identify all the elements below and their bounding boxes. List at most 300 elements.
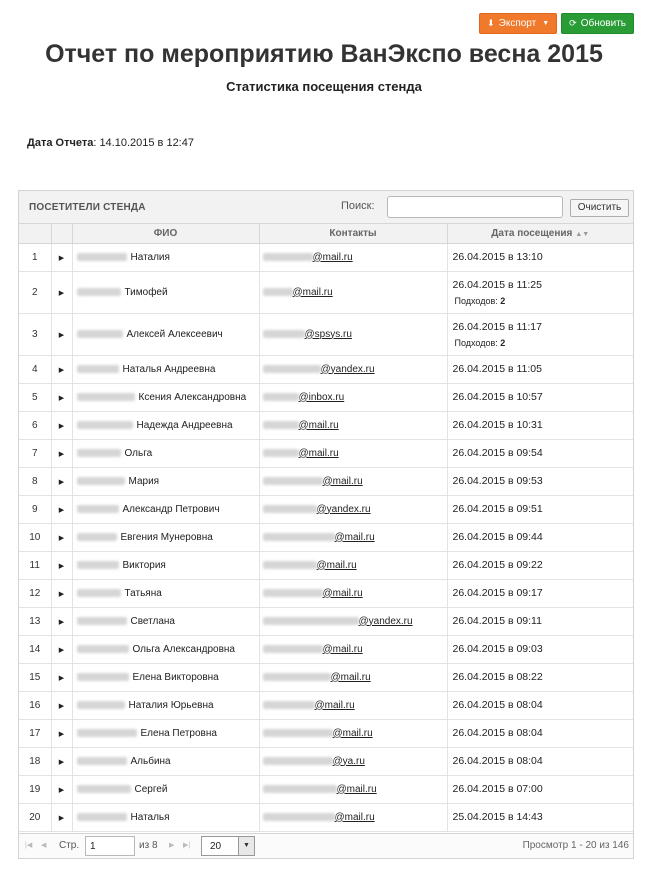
blurred-surname <box>77 421 133 429</box>
email-domain: @mail.ru <box>322 643 363 655</box>
email-link[interactable] <box>263 588 363 599</box>
blurred-email-user <box>263 365 321 373</box>
row-number: 11 <box>19 551 51 579</box>
search-input[interactable] <box>387 196 563 218</box>
visit-date-cell <box>447 495 633 523</box>
page-size-value: 20 <box>210 841 222 852</box>
visit-date-cell <box>447 803 633 831</box>
email-domain: @yandex.ru <box>316 503 371 515</box>
visit-date-cell <box>447 523 633 551</box>
contact-cell <box>259 635 447 663</box>
blurred-surname <box>77 645 129 653</box>
blurred-surname <box>77 757 127 765</box>
email-link[interactable] <box>263 756 365 767</box>
visitor-name-cell <box>72 271 259 313</box>
table-row[interactable] <box>19 523 633 551</box>
blurred-email-user <box>263 729 333 737</box>
visit-date-cell <box>447 579 633 607</box>
visit-date: 26.04.2015 в 11:17 <box>452 320 542 333</box>
header-fio[interactable]: ФИО <box>72 224 259 243</box>
blurred-email-user <box>263 701 315 709</box>
page-count: из 8 <box>139 840 158 851</box>
email-link[interactable] <box>263 728 373 739</box>
visitor-name: Сергей <box>134 783 168 795</box>
email-link[interactable] <box>263 420 339 431</box>
export-label: Экспорт <box>498 18 537 29</box>
blurred-email-user <box>263 330 305 338</box>
visit-date-cell <box>447 775 633 803</box>
visit-date-cell <box>447 551 633 579</box>
email-domain: @spsys.ru <box>304 328 352 340</box>
caret-down-icon: ▼ <box>542 20 550 27</box>
triangle-right-icon: ▶ <box>58 618 65 626</box>
row-number: 6 <box>19 411 51 439</box>
contact-cell <box>259 271 447 313</box>
visitor-name: Альбина <box>130 755 171 767</box>
blurred-surname <box>77 729 137 737</box>
expand-toggle[interactable] <box>51 411 72 439</box>
table-row[interactable] <box>19 551 633 579</box>
table-row[interactable] <box>19 663 633 691</box>
table-row[interactable] <box>19 607 633 635</box>
row-number: 4 <box>19 355 51 383</box>
email-link[interactable] <box>263 532 375 543</box>
contact-cell <box>259 803 447 831</box>
visit-date: 26.04.2015 в 13:10 <box>452 251 543 263</box>
visit-date: 26.04.2015 в 08:04 <box>452 699 543 711</box>
blurred-email-user <box>263 645 323 653</box>
row-number: 10 <box>19 523 51 551</box>
expand-toggle[interactable] <box>51 243 72 271</box>
blurred-email-user <box>263 477 323 485</box>
visitor-name-cell <box>72 439 259 467</box>
row-number: 14 <box>19 635 51 663</box>
visitor-name-cell <box>72 551 259 579</box>
toolbar <box>479 13 634 34</box>
visit-date: 26.04.2015 в 09:03 <box>452 643 543 655</box>
email-domain: @mail.ru <box>298 447 339 459</box>
expand-toggle[interactable] <box>51 523 72 551</box>
blurred-email-user <box>263 288 293 296</box>
row-number: 13 <box>19 607 51 635</box>
triangle-right-icon: ▶ <box>58 730 65 738</box>
triangle-right-icon: ▶ <box>58 506 65 514</box>
email-domain: @yandex.ru <box>320 363 375 375</box>
visitor-name-cell <box>72 495 259 523</box>
table-row[interactable] <box>19 411 633 439</box>
triangle-right-icon: ▶ <box>58 786 65 794</box>
expand-toggle[interactable] <box>51 803 72 831</box>
expand-toggle[interactable] <box>51 383 72 411</box>
visitor-name: Тимофей <box>124 286 168 298</box>
blurred-email-user <box>263 589 323 597</box>
header-contacts[interactable]: Контакты <box>259 224 447 243</box>
triangle-right-icon: ▶ <box>58 450 65 458</box>
blurred-surname <box>77 449 121 457</box>
contact-cell <box>259 579 447 607</box>
page-title: Отчет по мероприятию ВанЭкспо весна 2015 <box>45 40 603 68</box>
row-number: 19 <box>19 775 51 803</box>
contact-cell <box>259 313 447 355</box>
email-domain: @mail.ru <box>292 286 333 298</box>
visit-date-cell <box>447 439 633 467</box>
email-link[interactable] <box>263 616 413 627</box>
blurred-email-user <box>263 785 337 793</box>
contact-cell <box>259 719 447 747</box>
email-link[interactable] <box>263 672 371 683</box>
visit-date: 26.04.2015 в 09:51 <box>452 503 543 515</box>
blurred-surname <box>77 533 117 541</box>
expand-toggle[interactable] <box>51 271 72 313</box>
pager <box>19 833 633 858</box>
visitor-name-cell <box>72 719 259 747</box>
visit-date: 26.04.2015 в 09:54 <box>452 447 543 459</box>
table-row[interactable] <box>19 495 633 523</box>
visit-date-cell <box>447 467 633 495</box>
visitor-name-cell <box>72 803 259 831</box>
email-link[interactable] <box>263 252 353 263</box>
email-link[interactable] <box>263 700 355 711</box>
visitor-name-cell <box>72 383 259 411</box>
triangle-right-icon: ▶ <box>58 394 65 402</box>
contact-cell <box>259 467 447 495</box>
triangle-right-icon: ▶ <box>58 422 65 430</box>
table-row[interactable] <box>19 747 633 775</box>
contact-cell <box>259 495 447 523</box>
contact-cell <box>259 523 447 551</box>
export-button[interactable] <box>479 13 557 34</box>
blurred-surname <box>77 785 131 793</box>
blurred-surname <box>77 477 125 485</box>
table-row[interactable] <box>19 313 633 355</box>
blurred-surname <box>77 589 121 597</box>
row-number: 5 <box>19 383 51 411</box>
visit-date-cell <box>447 719 633 747</box>
visitor-name: Наталья <box>130 811 170 823</box>
next-page-icon[interactable]: ▶ <box>169 842 175 849</box>
expand-toggle[interactable] <box>51 719 72 747</box>
triangle-right-icon: ▶ <box>58 702 65 710</box>
visitor-name-cell <box>72 355 259 383</box>
visitors-grid <box>18 190 634 859</box>
email-domain: @mail.ru <box>330 671 371 683</box>
visitor-name: Надежда Андреевна <box>136 419 233 431</box>
contact-cell <box>259 411 447 439</box>
visitor-name-cell <box>72 635 259 663</box>
email-link[interactable] <box>263 287 333 298</box>
contact-cell <box>259 775 447 803</box>
email-link[interactable] <box>263 392 345 403</box>
first-page-icon[interactable]: |◀ <box>25 842 33 849</box>
visitor-name-cell <box>72 313 259 355</box>
prev-page-icon[interactable]: ◀ <box>41 842 47 849</box>
table-row[interactable] <box>19 691 633 719</box>
contact-cell <box>259 691 447 719</box>
blurred-email-user <box>263 813 335 821</box>
visitor-name-cell <box>72 775 259 803</box>
visit-date-cell <box>447 663 633 691</box>
table-row[interactable] <box>19 467 633 495</box>
row-number: 8 <box>19 467 51 495</box>
email-link[interactable] <box>263 476 363 487</box>
triangle-right-icon: ▶ <box>58 674 65 682</box>
visitor-name: Татьяна <box>124 587 162 599</box>
blurred-surname <box>77 673 129 681</box>
contact-cell <box>259 551 447 579</box>
visitor-name-cell <box>72 523 259 551</box>
visit-date: 26.04.2015 в 09:17 <box>452 587 543 599</box>
visit-date: 26.04.2015 в 09:53 <box>452 475 543 487</box>
contact-cell <box>259 747 447 775</box>
blurred-email-user <box>263 757 333 765</box>
visit-date-cell <box>447 383 633 411</box>
expand-toggle[interactable] <box>51 579 72 607</box>
blurred-email-user <box>263 505 317 513</box>
expand-toggle[interactable] <box>51 551 72 579</box>
approaches-value: 2 <box>500 337 506 348</box>
page-label: Стр. <box>59 840 80 851</box>
report-date-value: : 14.10.2015 в 12:47 <box>93 137 194 149</box>
row-number: 15 <box>19 663 51 691</box>
visitor-name-cell <box>72 411 259 439</box>
email-link[interactable] <box>263 560 357 571</box>
triangle-right-icon: ▶ <box>58 814 65 822</box>
triangle-right-icon: ▶ <box>58 758 65 766</box>
approaches-count <box>453 296 634 306</box>
triangle-right-icon: ▶ <box>58 562 65 570</box>
contact-cell <box>259 663 447 691</box>
blurred-email-user <box>263 449 299 457</box>
email-domain: @inbox.ru <box>298 391 345 403</box>
blurred-surname <box>77 617 127 625</box>
visitor-name-cell <box>72 243 259 271</box>
email-link[interactable] <box>263 329 352 340</box>
visit-date-cell <box>447 313 633 355</box>
triangle-right-icon: ▶ <box>58 289 65 297</box>
visit-date: 26.04.2015 в 08:04 <box>452 755 543 767</box>
clear-button[interactable]: Очистить <box>570 199 629 217</box>
approaches-value: 2 <box>500 295 506 306</box>
blurred-surname <box>77 253 127 261</box>
email-domain: @mail.ru <box>334 811 375 823</box>
expand-toggle[interactable] <box>51 607 72 635</box>
blurred-surname <box>77 505 119 513</box>
header-num <box>19 224 51 243</box>
email-link[interactable] <box>263 448 339 459</box>
email-link[interactable] <box>263 784 377 795</box>
visitor-name: Алексей Алексеевич <box>126 328 223 340</box>
email-domain: @mail.ru <box>336 783 377 795</box>
visitor-name: Ольга Александровна <box>132 643 235 655</box>
triangle-right-icon: ▶ <box>58 254 65 262</box>
contact-cell <box>259 383 447 411</box>
expand-toggle[interactable] <box>51 691 72 719</box>
expand-toggle[interactable] <box>51 313 72 355</box>
blurred-email-user <box>263 253 313 261</box>
sort-icon: ▲▼ <box>575 230 590 238</box>
row-number: 20 <box>19 803 51 831</box>
refresh-button[interactable] <box>561 13 634 34</box>
triangle-right-icon: ▶ <box>58 534 65 542</box>
table-row[interactable] <box>19 579 633 607</box>
table-row[interactable] <box>19 383 633 411</box>
grid-caption <box>19 191 633 224</box>
blurred-surname <box>77 393 135 401</box>
contact-cell <box>259 439 447 467</box>
blurred-email-user <box>263 673 331 681</box>
visit-date: 26.04.2015 в 11:05 <box>452 363 542 375</box>
email-link[interactable] <box>263 812 375 823</box>
report-date-label: Дата Отчета <box>27 137 94 149</box>
email-domain: @mail.ru <box>332 727 373 739</box>
visit-date: 26.04.2015 в 09:22 <box>452 559 543 571</box>
page-size-select[interactable] <box>201 836 255 856</box>
triangle-right-icon: ▶ <box>58 646 65 654</box>
refresh-icon: ⟳ <box>569 18 577 28</box>
table-row[interactable] <box>19 775 633 803</box>
row-number: 1 <box>19 243 51 271</box>
header-expand <box>51 224 72 243</box>
header-date[interactable] <box>447 224 633 243</box>
visitor-name: Виктория <box>122 559 166 571</box>
expand-toggle[interactable] <box>51 775 72 803</box>
visit-date: 26.04.2015 в 08:04 <box>452 727 543 739</box>
visitor-name: Наталья Андреевна <box>122 363 216 375</box>
table-row[interactable] <box>19 271 633 313</box>
visit-date-cell <box>447 635 633 663</box>
visit-date: 25.04.2015 в 14:43 <box>452 811 543 823</box>
email-domain: @mail.ru <box>298 419 339 431</box>
download-icon: ⬇ <box>487 18 495 28</box>
visit-date-cell <box>447 355 633 383</box>
visit-date-cell <box>447 271 633 313</box>
expand-toggle[interactable] <box>51 467 72 495</box>
search-label: Поиск: <box>341 200 375 212</box>
table-row[interactable] <box>19 243 633 271</box>
chevron-down-icon: ▼ <box>238 837 254 855</box>
visit-date: 26.04.2015 в 07:00 <box>452 783 543 795</box>
row-number: 16 <box>19 691 51 719</box>
visit-date: 26.04.2015 в 09:11 <box>452 615 542 627</box>
visitor-name: Александр Петрович <box>122 503 220 515</box>
email-domain: @mail.ru <box>322 475 363 487</box>
email-domain: @mail.ru <box>314 699 355 711</box>
email-domain: @mail.ru <box>316 559 357 571</box>
visitor-name-cell <box>72 691 259 719</box>
visit-date-cell <box>447 747 633 775</box>
expand-toggle[interactable] <box>51 439 72 467</box>
refresh-label: Обновить <box>580 18 626 29</box>
visitor-name: Елена Петровна <box>140 727 217 739</box>
blurred-surname <box>77 288 121 296</box>
blurred-email-user <box>263 617 359 625</box>
approaches-count <box>453 338 634 348</box>
visit-date: 26.04.2015 в 10:31 <box>452 419 543 431</box>
email-domain: @mail.ru <box>312 251 353 263</box>
page-subtitle: Статистика посещения стенда <box>226 79 422 94</box>
expand-toggle[interactable] <box>51 495 72 523</box>
visitor-name: Евгения Мунеровна <box>120 531 213 543</box>
triangle-right-icon: ▶ <box>58 590 65 598</box>
expand-toggle[interactable] <box>51 355 72 383</box>
approaches-label: Подходов: <box>454 295 498 306</box>
visit-date-cell <box>447 243 633 271</box>
visit-date-cell <box>447 411 633 439</box>
blurred-surname <box>77 701 125 709</box>
grid-title: ПОСЕТИТЕЛИ СТЕНДА <box>29 202 146 213</box>
row-number: 12 <box>19 579 51 607</box>
table-row[interactable] <box>19 803 633 831</box>
visit-date-cell <box>447 691 633 719</box>
table-row[interactable] <box>19 355 633 383</box>
visitor-name-cell <box>72 579 259 607</box>
approaches-label: Подходов: <box>454 337 498 348</box>
page-input[interactable] <box>85 836 135 856</box>
email-domain: @yandex.ru <box>358 615 413 627</box>
visitors-table <box>19 224 633 832</box>
row-number: 17 <box>19 719 51 747</box>
blurred-email-user <box>263 533 335 541</box>
blurred-email-user <box>263 561 317 569</box>
expand-toggle[interactable] <box>51 663 72 691</box>
email-domain: @ya.ru <box>332 755 365 767</box>
visitor-name: Светлана <box>130 615 175 627</box>
blurred-surname <box>77 330 123 338</box>
row-number: 18 <box>19 747 51 775</box>
visit-date: 26.04.2015 в 08:22 <box>452 671 543 683</box>
expand-toggle[interactable] <box>51 635 72 663</box>
table-row[interactable] <box>19 635 633 663</box>
visitor-name: Мария <box>128 475 160 487</box>
blurred-surname <box>77 561 119 569</box>
row-number: 9 <box>19 495 51 523</box>
row-number: 3 <box>19 313 51 355</box>
visitor-name: Ксения Александровна <box>138 391 247 403</box>
visitor-name: Елена Викторовна <box>132 671 219 683</box>
contact-cell <box>259 243 447 271</box>
report-date <box>27 137 194 149</box>
email-link[interactable] <box>263 504 371 515</box>
triangle-right-icon: ▶ <box>58 366 65 374</box>
email-link[interactable] <box>263 644 363 655</box>
table-row[interactable] <box>19 719 633 747</box>
visitor-name: Наталия Юрьевна <box>128 699 214 711</box>
visitor-name-cell <box>72 747 259 775</box>
email-domain: @mail.ru <box>322 587 363 599</box>
visitor-name-cell <box>72 467 259 495</box>
visitor-name-cell <box>72 607 259 635</box>
table-row[interactable] <box>19 439 633 467</box>
blurred-email-user <box>263 421 299 429</box>
triangle-right-icon: ▶ <box>58 478 65 486</box>
visit-date-cell <box>447 607 633 635</box>
blurred-email-user <box>263 393 299 401</box>
visit-date: 26.04.2015 в 10:57 <box>452 391 543 403</box>
table-header <box>19 224 633 243</box>
row-number: 7 <box>19 439 51 467</box>
row-number: 2 <box>19 271 51 313</box>
email-link[interactable] <box>263 364 375 375</box>
visitor-name: Ольга <box>124 447 153 459</box>
blurred-surname <box>77 813 127 821</box>
last-page-icon[interactable]: ▶| <box>183 842 191 849</box>
expand-toggle[interactable] <box>51 747 72 775</box>
visitor-name: Наталия <box>130 251 170 263</box>
email-domain: @mail.ru <box>334 531 375 543</box>
header-date-label: Дата посещения <box>491 227 573 239</box>
view-info: Просмотр 1 - 20 из 146 <box>522 840 629 851</box>
visit-date: 26.04.2015 в 09:44 <box>452 531 543 543</box>
